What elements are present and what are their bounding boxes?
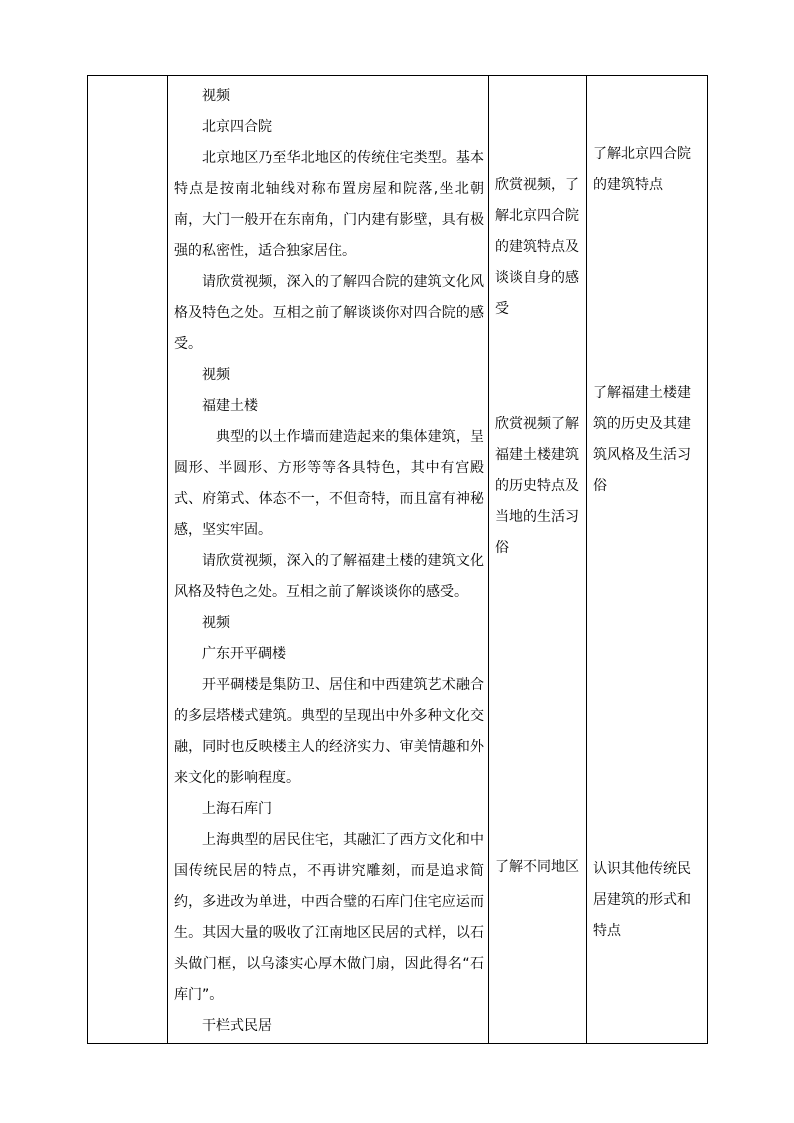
goal-text: 认识其他传统民居建筑的形式和特点 — [593, 861, 691, 939]
paragraph: 开平碉楼是集防卫、居住和中西建筑艺术融合的多层塔楼式建筑。典型的呈现出中外多种文化交融，同时也反映楼主人的经济实力、审美情趣和外来文化的影响程度。 — [174, 677, 484, 786]
section-kind: 视频 — [202, 615, 230, 631]
goal-text: 了解福建土楼建筑的历史及其建筑风格及生活习俗 — [593, 385, 691, 494]
activity-text: 欣赏视频了解福建土楼建筑的历史特点及当地的生活习俗 — [495, 416, 579, 556]
activity-text: 了解不同地区 — [495, 859, 579, 875]
paragraph: 典型的以土作墙而建造起来的集体建筑，呈圆形、半圆形、方形等等各具特色，其中有宫殿式、府第式、体态不一，不但奇特，而且富有神秘感，坚实牢固。 — [174, 429, 484, 538]
student-activity-cell — [489, 76, 587, 1044]
section-title: 上海石库门 — [202, 801, 272, 817]
section-kind: 视频 — [202, 88, 230, 104]
paragraph: 北京地区乃至华北地区的传统住宅类型。基本特点是按南北轴线对称布置房屋和院落,坐北朝南，大门一般开在东南角，门内建有影壁，具有极强的私密性，适合独家居住。 — [174, 150, 484, 259]
goal-cell — [587, 76, 708, 1044]
section-kind: 视频 — [202, 367, 230, 383]
lesson-plan-table — [87, 75, 708, 1044]
teaching-content-cell — [168, 76, 489, 1044]
section-title: 广东开平碉楼 — [202, 646, 286, 662]
paragraph: 请欣赏视频，深入的了解福建土楼的建筑文化风格及特色之处。互相之前了解谈谈你的感受。 — [174, 553, 484, 600]
paragraph: 请欣赏视频，深入的了解四合院的建筑文化风格及特色之处。互相之前了解谈谈你对四合院的感受。 — [174, 274, 484, 352]
activity-text: 欣赏视频，了解北京四合院的建筑特点及谈谈自身的感受 — [495, 177, 579, 317]
paragraph: 上海典型的居民住宅，其融汇了西方文化和中国传统民居的特点，不再讲究雕刻，而是追求简约，多进改为单进，中西合璧的石库门住宅应运而生。其因大量的吸收了江南地区民居的式样，以石头做门框，以乌漆实心厚木做门扇，因此得名“石库门”。 — [174, 832, 484, 1003]
goal-text: 了解北京四合院的建筑特点 — [593, 146, 691, 193]
table-row — [88, 76, 708, 1044]
section-title: 干栏式民居 — [202, 1018, 272, 1034]
stage-cell — [88, 76, 168, 1044]
section-title: 北京四合院 — [202, 119, 272, 135]
section-title: 福建土楼 — [202, 398, 258, 414]
